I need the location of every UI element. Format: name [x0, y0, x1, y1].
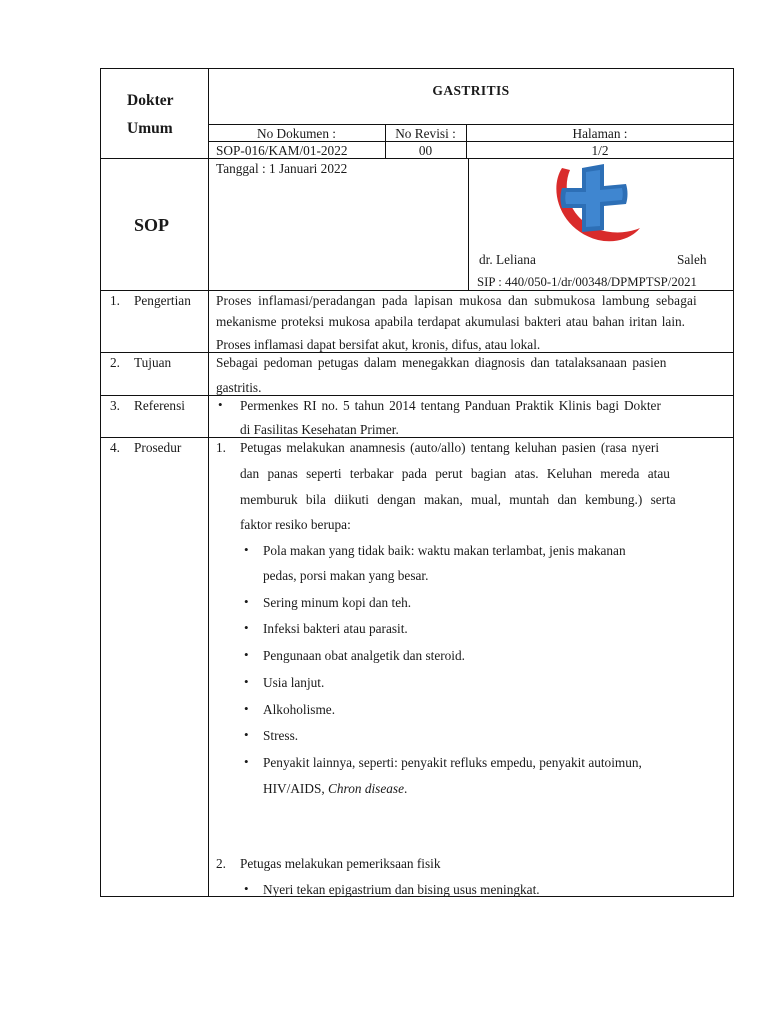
risk-2: Sering minum kopi dan teh.: [263, 595, 412, 610]
bullet-icon: •: [244, 674, 249, 689]
step-1-line-4: faktor resiko berupa:: [240, 517, 351, 532]
section-1-number: 1.: [110, 293, 120, 308]
section-2-number: 2.: [110, 355, 120, 370]
document-title: GASTRITIS: [432, 83, 510, 98]
page-value: 1/2: [591, 143, 609, 158]
bullet-icon: •: [244, 701, 249, 716]
revision-value: 00: [418, 143, 433, 158]
pengertian-line-2: mekanisme proteksi mukosa apabila terdapat akumulasi bakteri atau bahan iritan lain.: [216, 314, 686, 329]
section-4-label: Prosedur: [134, 440, 182, 455]
referensi-line-2: di Fasilitas Kesehatan Primer.: [240, 422, 399, 437]
pengertian-line-1: Proses inflamasi/peradangan pada lapisan mukosa dan submukosa lambung sebagai: [216, 293, 697, 308]
signer-last-name: Saleh: [677, 252, 707, 267]
risk-8-italic: Chron disease: [328, 781, 404, 796]
risk-8-line-1: Penyakit lainnya, seperti: penyakit refluks empedu, penyakit autoimun,: [263, 755, 642, 770]
pengertian-line-3: Proses inflamasi dapat bersifat akut, kronis, difus, atau lokal.: [216, 337, 541, 352]
risk-1-line-1: Pola makan yang tidak baik: waktu makan terlambat, jenis makanan: [263, 543, 626, 558]
section-3-number: 3.: [110, 398, 120, 413]
risk-5: Usia lanjut.: [263, 675, 325, 690]
clinic-logo: [552, 160, 644, 246]
doc-number-label: No Dokumen :: [256, 126, 337, 141]
risk-8-text-a: HIV/AIDS,: [263, 781, 329, 796]
bullet-icon: •: [244, 647, 249, 662]
risk-8-line-2: [263, 780, 407, 797]
risk-1-line-2: pedas, porsi makan yang besar.: [263, 568, 429, 583]
exam-1: Nyeri tekan epigastrium dan bising usus meningkat.: [263, 882, 540, 897]
step-2-number: 2.: [216, 856, 226, 871]
unit-name-line2: Umum: [127, 120, 173, 137]
signer-sip: SIP : 440/050-1/dr/00348/DPMPTSP/2021: [477, 275, 697, 289]
tujuan-line-2: gastritis.: [216, 380, 262, 395]
bullet-icon: •: [244, 594, 249, 609]
bullet-icon: •: [244, 620, 249, 635]
risk-8-text-c: .: [403, 781, 408, 796]
risk-6: Alkoholisme.: [263, 702, 336, 717]
step-1-line-2: dan panas seperti terbakar pada perut bagian atas. Keluhan mereda atau: [240, 466, 670, 481]
signer-first-name: dr. Leliana: [479, 252, 536, 267]
bullet-icon: •: [244, 542, 249, 557]
step-1-number: 1.: [216, 440, 226, 455]
bullet-icon: •: [244, 881, 249, 896]
sop-label: SOP: [134, 215, 170, 235]
page-label: Halaman :: [572, 126, 628, 141]
revision-label: No Revisi :: [395, 126, 456, 141]
bullet-icon: •: [218, 397, 223, 412]
step-1-line-3: memburuk bila diikuti dengan makan, mual, muntah dan kembung.) serta: [240, 492, 676, 507]
referensi-line-1: Permenkes RI no. 5 tahun 2014 tentang Panduan Praktik Klinis bagi Dokter: [240, 398, 661, 413]
section-1-label: Pengertian: [134, 293, 191, 308]
unit-name-line1: Dokter: [127, 92, 174, 109]
issue-date: Tanggal : 1 Januari 2022: [216, 161, 348, 176]
step-2: Petugas melakukan pemeriksaan fisik: [240, 856, 441, 871]
section-2-label: Tujuan: [134, 355, 172, 370]
risk-3: Infeksi bakteri atau parasit.: [263, 621, 408, 636]
tujuan-line-1: Sebagai pedoman petugas dalam menegakkan diagnosis dan tatalaksanaan pasien: [216, 355, 667, 370]
section-3-label: Referensi: [134, 398, 185, 413]
risk-4: Pengunaan obat analgetik dan steroid.: [263, 648, 465, 663]
doc-number-value: SOP-016/KAM/01-2022: [216, 143, 348, 158]
bullet-icon: •: [244, 754, 249, 769]
bullet-icon: •: [244, 727, 249, 742]
risk-7: Stress.: [263, 728, 299, 743]
section-4-number: 4.: [110, 440, 120, 455]
step-1-line-1: Petugas melakukan anamnesis (auto/allo) tentang keluhan pasien (rasa nyeri: [240, 440, 660, 455]
